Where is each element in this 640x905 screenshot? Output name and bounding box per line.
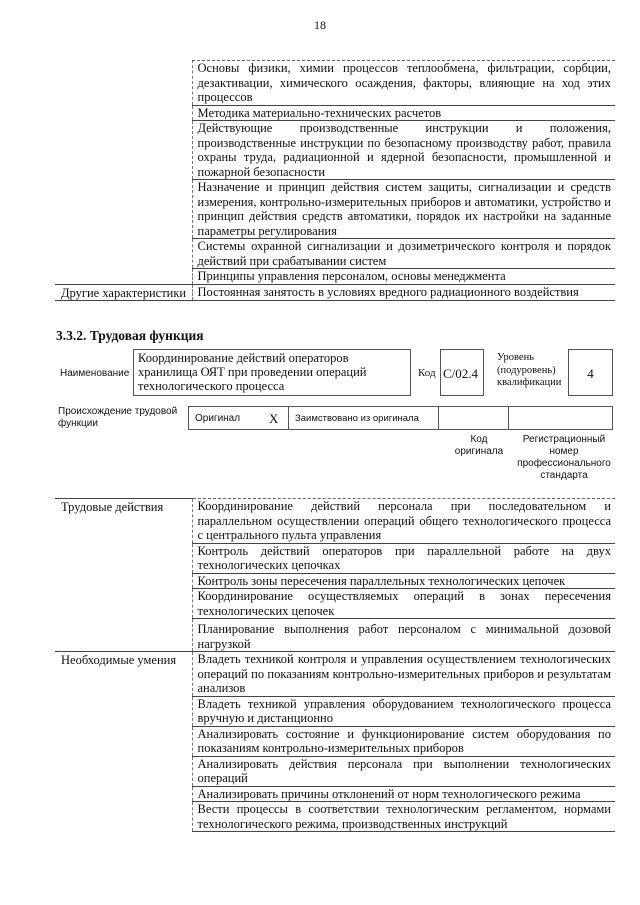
origin-reg-caption: Регистрационный номер профессионального стандарта [517, 434, 611, 481]
knowledge-row: Назначение и принцип действия систем защиты, сигнализации и средств измерения, контрольно-измерительных приборов и автоматики, устройство и принцип действия средств автоматики, порядок их настройки на заданные параметры регулирования [192, 180, 615, 239]
action-row: Контроль зоны пересечения параллельных технологических цепочек [192, 573, 615, 589]
code-label: Код [418, 367, 436, 379]
page-number: 18 [314, 18, 326, 32]
origin-row [188, 406, 613, 430]
skill-row: Анализировать состояние и функционирование систем оборудования по показаниям контрольно-измерительных приборов [192, 726, 615, 756]
action-row: Контроль действий операторов при параллельной работе на двух технологических цепочках [192, 543, 615, 573]
code-value: C/02.4 [440, 349, 484, 396]
skills-label: Необходимые умения [55, 652, 192, 697]
origin-original-cell [189, 407, 289, 429]
function-table [55, 498, 615, 832]
level-value: 4 [568, 349, 613, 396]
function-name-box: Координирование действий операторов хранилища ОЯТ при проведении операций технологического процесса [133, 349, 411, 396]
skill-row: Владеть техникой контроля и управления осуществлением технологических операций по показаниям контрольно-измерительных приборов и результатам анализов [192, 652, 615, 697]
skill-row: Вести процессы в соответствии технологическим регламентом, нормами технологического режима, производственных инструкций [192, 802, 615, 832]
level-label: Уровень (подуровень) квалификации [497, 352, 562, 388]
section-title: 3.3.2. Трудовая функция [56, 328, 204, 343]
knowledge-row: Действующие производственные инструкции и положения, производственные инструкции по безопасному производству работ, правила охраны труда, радиационной и ядерной безопасности, промышленной и пожарной безопасности [192, 121, 615, 180]
action-row: Координирование осуществляемых операций в зонах пересечения технологических цепочек [192, 589, 615, 619]
action-row: Планирование выполнения работ персоналом с минимальной дозовой нагрузкой [192, 619, 615, 652]
origin-reg-cell [509, 407, 612, 429]
actions-label: Трудовые действия [55, 499, 192, 544]
name-label: Наименование [60, 368, 130, 379]
origin-code-cell [439, 407, 509, 429]
knowledge-row: Методика материально-технических расчетов [192, 105, 615, 121]
origin-mark: X [269, 411, 279, 426]
knowledge-row: Основы физики, химии процессов теплообмена, фильтрации, сорбции, дезактивации, химического осаждения, факторы, влияющие на ход этих процессов [192, 61, 615, 106]
skill-row: Анализировать действия персонала при выполнении технологических операций [192, 756, 615, 786]
knowledge-row: Принципы управления персоналом, основы менеджмента [192, 269, 615, 285]
origin-original-label: Оригинал [195, 413, 241, 424]
knowledge-row: Системы охранной сигнализации и дозиметрического контроля и порядок действий при срабатывании систем [192, 239, 615, 269]
other-characteristics-label: Другие характеристики [55, 284, 192, 300]
origin-label: Происхождение трудовой функции [58, 406, 178, 429]
skill-row: Анализировать причины отклонений от норм технологического режима [192, 786, 615, 802]
other-characteristics-value: Постоянная занятость в условиях вредного радиационного воздействия [192, 284, 615, 300]
origin-code-caption: Код оригинала [454, 434, 504, 457]
skill-row: Владеть техникой управления оборудованием технологического процесса вручную и дистанционно [192, 696, 615, 726]
knowledge-table [55, 60, 615, 301]
action-row: Координирование действий персонала при последовательном и параллельном осуществлении операций общего технологического процесса с центрального пульта управления [192, 499, 615, 544]
origin-borrowed-label: Заимствовано из оригинала [289, 407, 439, 429]
